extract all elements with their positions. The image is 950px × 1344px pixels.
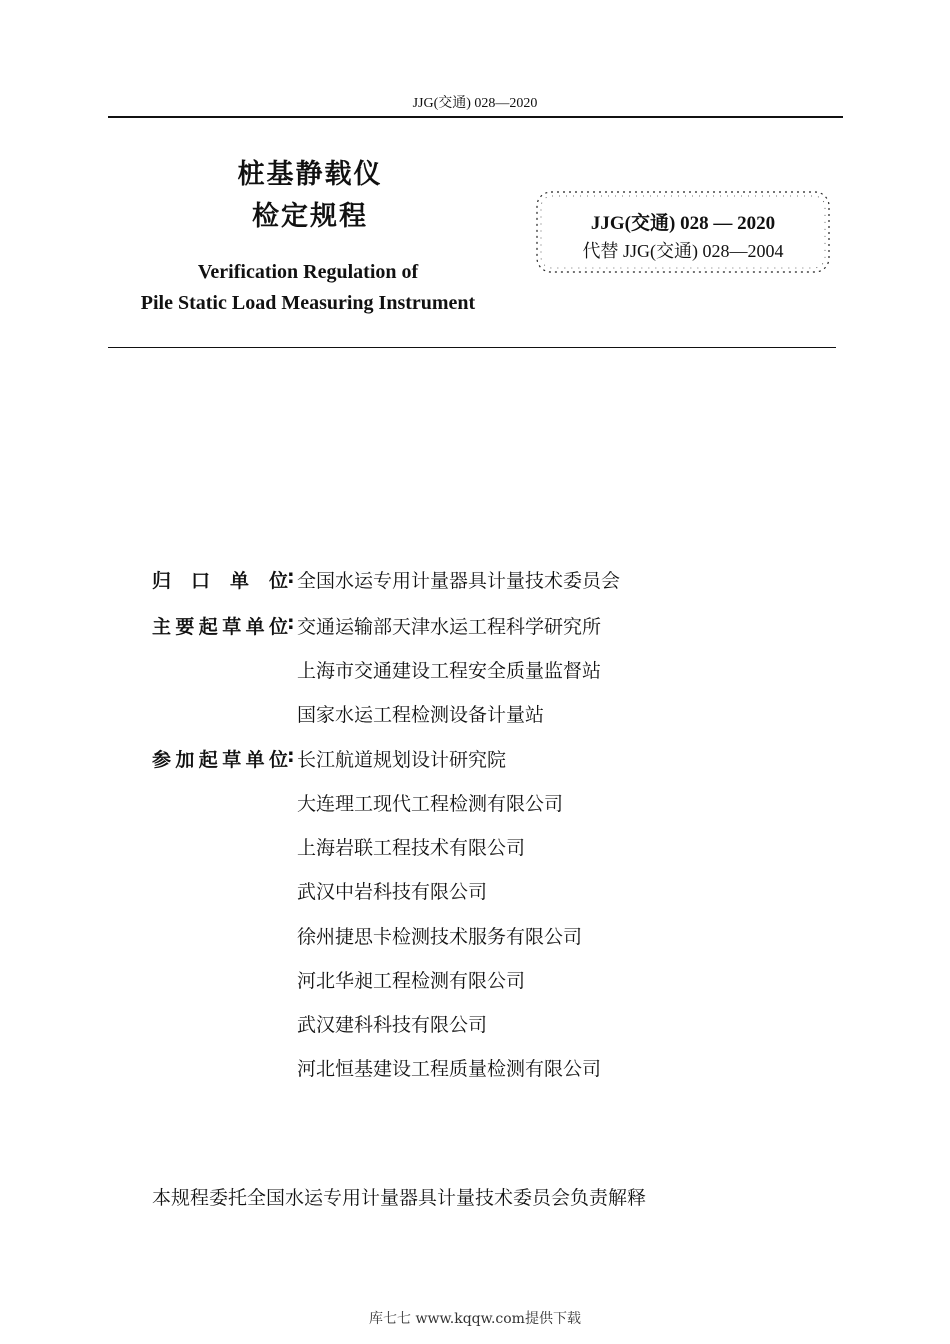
main-drafter-item: 交通运输部天津水运工程科学研究所 [297, 616, 602, 638]
participating-drafters-colon: : [287, 745, 295, 767]
responsible-unit-value: 全国水运专用计量器具计量技术委员会 [297, 570, 621, 592]
title-en-line1: Verification Regulation of [197, 261, 419, 283]
download-watermark: 库七七 www.kqqw.com提供下载 [369, 1311, 581, 1327]
participating-drafter-item: 武汉中岩科技有限公司 [297, 881, 488, 903]
title-zh-line2: 检定规程 [252, 201, 368, 232]
header-rule [108, 116, 843, 118]
participating-drafter-item: 河北恒基建设工程质量检测有限公司 [297, 1058, 602, 1080]
standard-number-box [533, 188, 833, 276]
main-drafters-label: 主要起草单位 [152, 616, 288, 638]
participating-drafter-item: 上海岩联工程技术有限公司 [297, 837, 526, 859]
standard-number: JJG(交通) 028 — 2020 [590, 213, 776, 234]
responsible-unit-label: 归口单位 [152, 570, 288, 592]
responsible-unit-colon: : [287, 566, 295, 588]
participating-drafters-label: 参加起草单位 [152, 749, 288, 771]
title-zh-line1: 桩基静载仪 [237, 159, 383, 190]
participating-drafter-item: 武汉建科科技有限公司 [297, 1014, 488, 1036]
header-standard-code: JJG(交通) 028—2020 [412, 96, 538, 111]
title-en-line2: Pile Static Load Measuring Instrument [140, 292, 476, 314]
participating-drafter-item: 长江航道规划设计研究院 [297, 749, 507, 771]
participating-drafter-item: 河北华昶工程检测有限公司 [297, 970, 526, 992]
replaces-standard: 代替 JJG(交通) 028—2004 [582, 241, 784, 261]
title-divider [108, 347, 836, 348]
main-drafter-item: 上海市交通建设工程安全质量监督站 [297, 660, 602, 682]
main-drafter-item: 国家水运工程检测设备计量站 [297, 704, 545, 726]
main-drafters-colon: : [287, 612, 295, 634]
participating-drafter-item: 大连理工现代工程检测有限公司 [297, 793, 564, 815]
interpretation-note: 本规程委托全国水运专用计量器具计量技术委员会负责解释 [152, 1187, 647, 1209]
participating-drafter-item: 徐州捷思卡检测技术服务有限公司 [297, 926, 583, 948]
